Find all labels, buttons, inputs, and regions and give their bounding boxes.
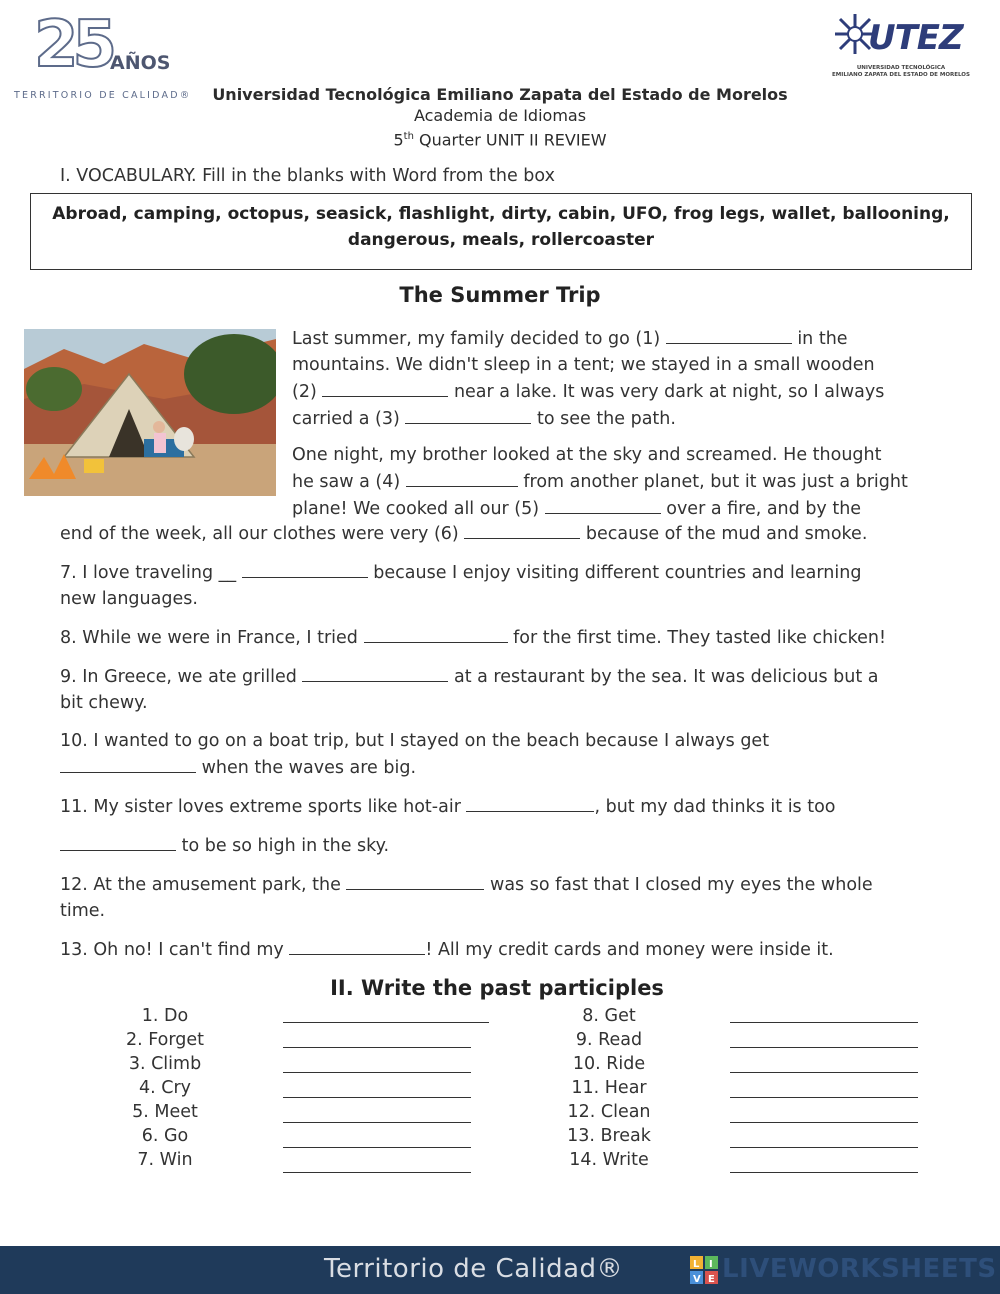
verb-item: 8. Get bbox=[582, 1006, 636, 1026]
utez-word: UTEZ bbox=[868, 18, 963, 58]
utez-subtitle: UNIVERSIDAD TECNOLÓGICA EMILIANO ZAPATA DEL ESTADO DE MORELOS bbox=[832, 65, 970, 78]
verb-item: 2. Forget bbox=[125, 1030, 205, 1050]
blank-4[interactable] bbox=[406, 468, 518, 487]
blank-10[interactable] bbox=[60, 754, 196, 773]
verb-item: 6. Go bbox=[141, 1126, 189, 1146]
svg-text:L: L bbox=[693, 1259, 700, 1270]
sentence-7: 7. I love traveling __ because I enjoy visiting different countries and learning new languages. bbox=[60, 559, 950, 612]
answer-line-4[interactable] bbox=[283, 1079, 471, 1098]
sentence-13: 13. Oh no! I can't find my ! All my credit cards and money were inside it. bbox=[60, 936, 950, 963]
answer-line-5[interactable] bbox=[283, 1104, 471, 1123]
blank-3[interactable] bbox=[405, 405, 531, 424]
verb-item: 1. Do bbox=[141, 1006, 189, 1026]
answer-line-1[interactable] bbox=[283, 1004, 489, 1023]
footer-territorio: Territorio de Calidad® bbox=[324, 1254, 624, 1284]
answer-line-9[interactable] bbox=[730, 1029, 918, 1048]
blank-13[interactable] bbox=[289, 936, 425, 955]
answer-line-12[interactable] bbox=[730, 1104, 918, 1123]
verb-item: 11. Hear bbox=[571, 1078, 647, 1098]
logo-tagline: TERRITORIO DE CALIDAD® bbox=[14, 90, 192, 101]
answers-right-column bbox=[730, 1004, 918, 1179]
sentence-11-cont: to be so high in the sky. bbox=[60, 832, 950, 859]
sentence-12: 12. At the amusement park, the was so fast that I closed my eyes the whole time. bbox=[60, 871, 950, 924]
blank-2[interactable] bbox=[322, 378, 448, 397]
verb-item: 10. Ride bbox=[572, 1054, 646, 1074]
verb-item: 9. Read bbox=[575, 1030, 643, 1050]
blank-9[interactable] bbox=[302, 663, 448, 682]
quarter-title: 5th Quarter UNIT II REVIEW bbox=[393, 130, 607, 150]
verb-item: 4. Cry bbox=[138, 1078, 192, 1098]
logo-25-number: 25 bbox=[34, 8, 112, 82]
answer-line-3[interactable] bbox=[283, 1054, 471, 1073]
blank-5[interactable] bbox=[545, 495, 661, 514]
blank-12[interactable] bbox=[346, 871, 484, 890]
sentence-8: 8. While we were in France, I tried for the first time. They tasted like chicken! bbox=[60, 624, 950, 651]
answer-line-6[interactable] bbox=[283, 1129, 471, 1148]
verbs-left-column bbox=[100, 1004, 230, 1172]
logo-utez bbox=[818, 10, 978, 86]
section-2-title: II. Write the past participles bbox=[330, 976, 664, 1000]
story-paragraph-2: One night, my brother looked at the sky and screamed. He thought he saw a (4) from another planet, but it was just a bright plane! We cooked all our (5) over a fire, and by the bbox=[292, 445, 908, 519]
blank-8[interactable] bbox=[364, 624, 508, 643]
svg-text:I: I bbox=[709, 1259, 713, 1270]
sentence-11: 11. My sister loves extreme sports like hot-air , but my dad thinks it is too bbox=[60, 793, 950, 820]
answers-left-column bbox=[283, 1004, 471, 1179]
answer-line-7[interactable] bbox=[283, 1154, 471, 1173]
vocabulary-instruction: I. VOCABULARY. Fill in the blanks with Word from the box bbox=[60, 166, 555, 186]
svg-text:V: V bbox=[693, 1274, 701, 1284]
liveworksheets-logo-icon bbox=[690, 1256, 718, 1284]
blank-11b[interactable] bbox=[60, 832, 176, 851]
answer-line-8[interactable] bbox=[730, 1004, 918, 1023]
header bbox=[0, 84, 1000, 150]
verb-item: 3. Climb bbox=[128, 1054, 202, 1074]
sentence-10: 10. I wanted to go on a boat trip, but I stayed on the beach because I always get when the waves are big. bbox=[60, 731, 770, 778]
university-name: Universidad Tecnológica Emiliano Zapata del Estado de Morelos bbox=[212, 85, 788, 104]
verb-item: 7. Win bbox=[137, 1150, 193, 1170]
verb-item: 13. Break bbox=[567, 1126, 651, 1146]
blank-11a[interactable] bbox=[466, 793, 594, 812]
verb-item: 12. Clean bbox=[567, 1102, 651, 1122]
liveworksheets-brand[interactable]: LIVEWORKSHEETS bbox=[722, 1254, 997, 1284]
blank-7[interactable] bbox=[242, 559, 368, 578]
story-paragraph-2-end: end of the week, all our clothes were very (6) because of the mud and smoke. bbox=[60, 520, 950, 547]
academy-name: Academia de Idiomas bbox=[413, 106, 587, 125]
svg-text:E: E bbox=[708, 1274, 715, 1284]
story-title: The Summer Trip bbox=[399, 283, 601, 307]
blank-6[interactable] bbox=[464, 520, 580, 539]
verbs-right-column bbox=[544, 1004, 674, 1172]
camping-photo bbox=[24, 329, 276, 496]
verb-item: 14. Write bbox=[569, 1150, 649, 1170]
logo-anos-text: AÑOS bbox=[110, 52, 171, 74]
word-box: Abroad, camping, octopus, seasick, flashlight, dirty, cabin, UFO, frog legs, wallet, ballooning, dangerous, meals, rollercoaster bbox=[30, 193, 972, 270]
verb-item: 5. Meet bbox=[132, 1102, 198, 1122]
sentence-9: 9. In Greece, we ate grilled at a restaurant by the sea. It was delicious but a bit chewy. bbox=[60, 663, 950, 716]
answer-line-13[interactable] bbox=[730, 1129, 918, 1148]
footer-bar bbox=[0, 1246, 1000, 1294]
blank-1[interactable] bbox=[666, 325, 792, 344]
answer-line-11[interactable] bbox=[730, 1079, 918, 1098]
answer-line-14[interactable] bbox=[730, 1154, 918, 1173]
answer-line-2[interactable] bbox=[283, 1029, 471, 1048]
story-paragraph-1: Last summer, my family decided to go (1) in the mountains. We didn't sleep in a tent; we stayed in a small wooden (2) near a lake. It was very dark at night, so I always carried a (3) to see the path. bbox=[292, 325, 952, 432]
answer-line-10[interactable] bbox=[730, 1054, 918, 1073]
